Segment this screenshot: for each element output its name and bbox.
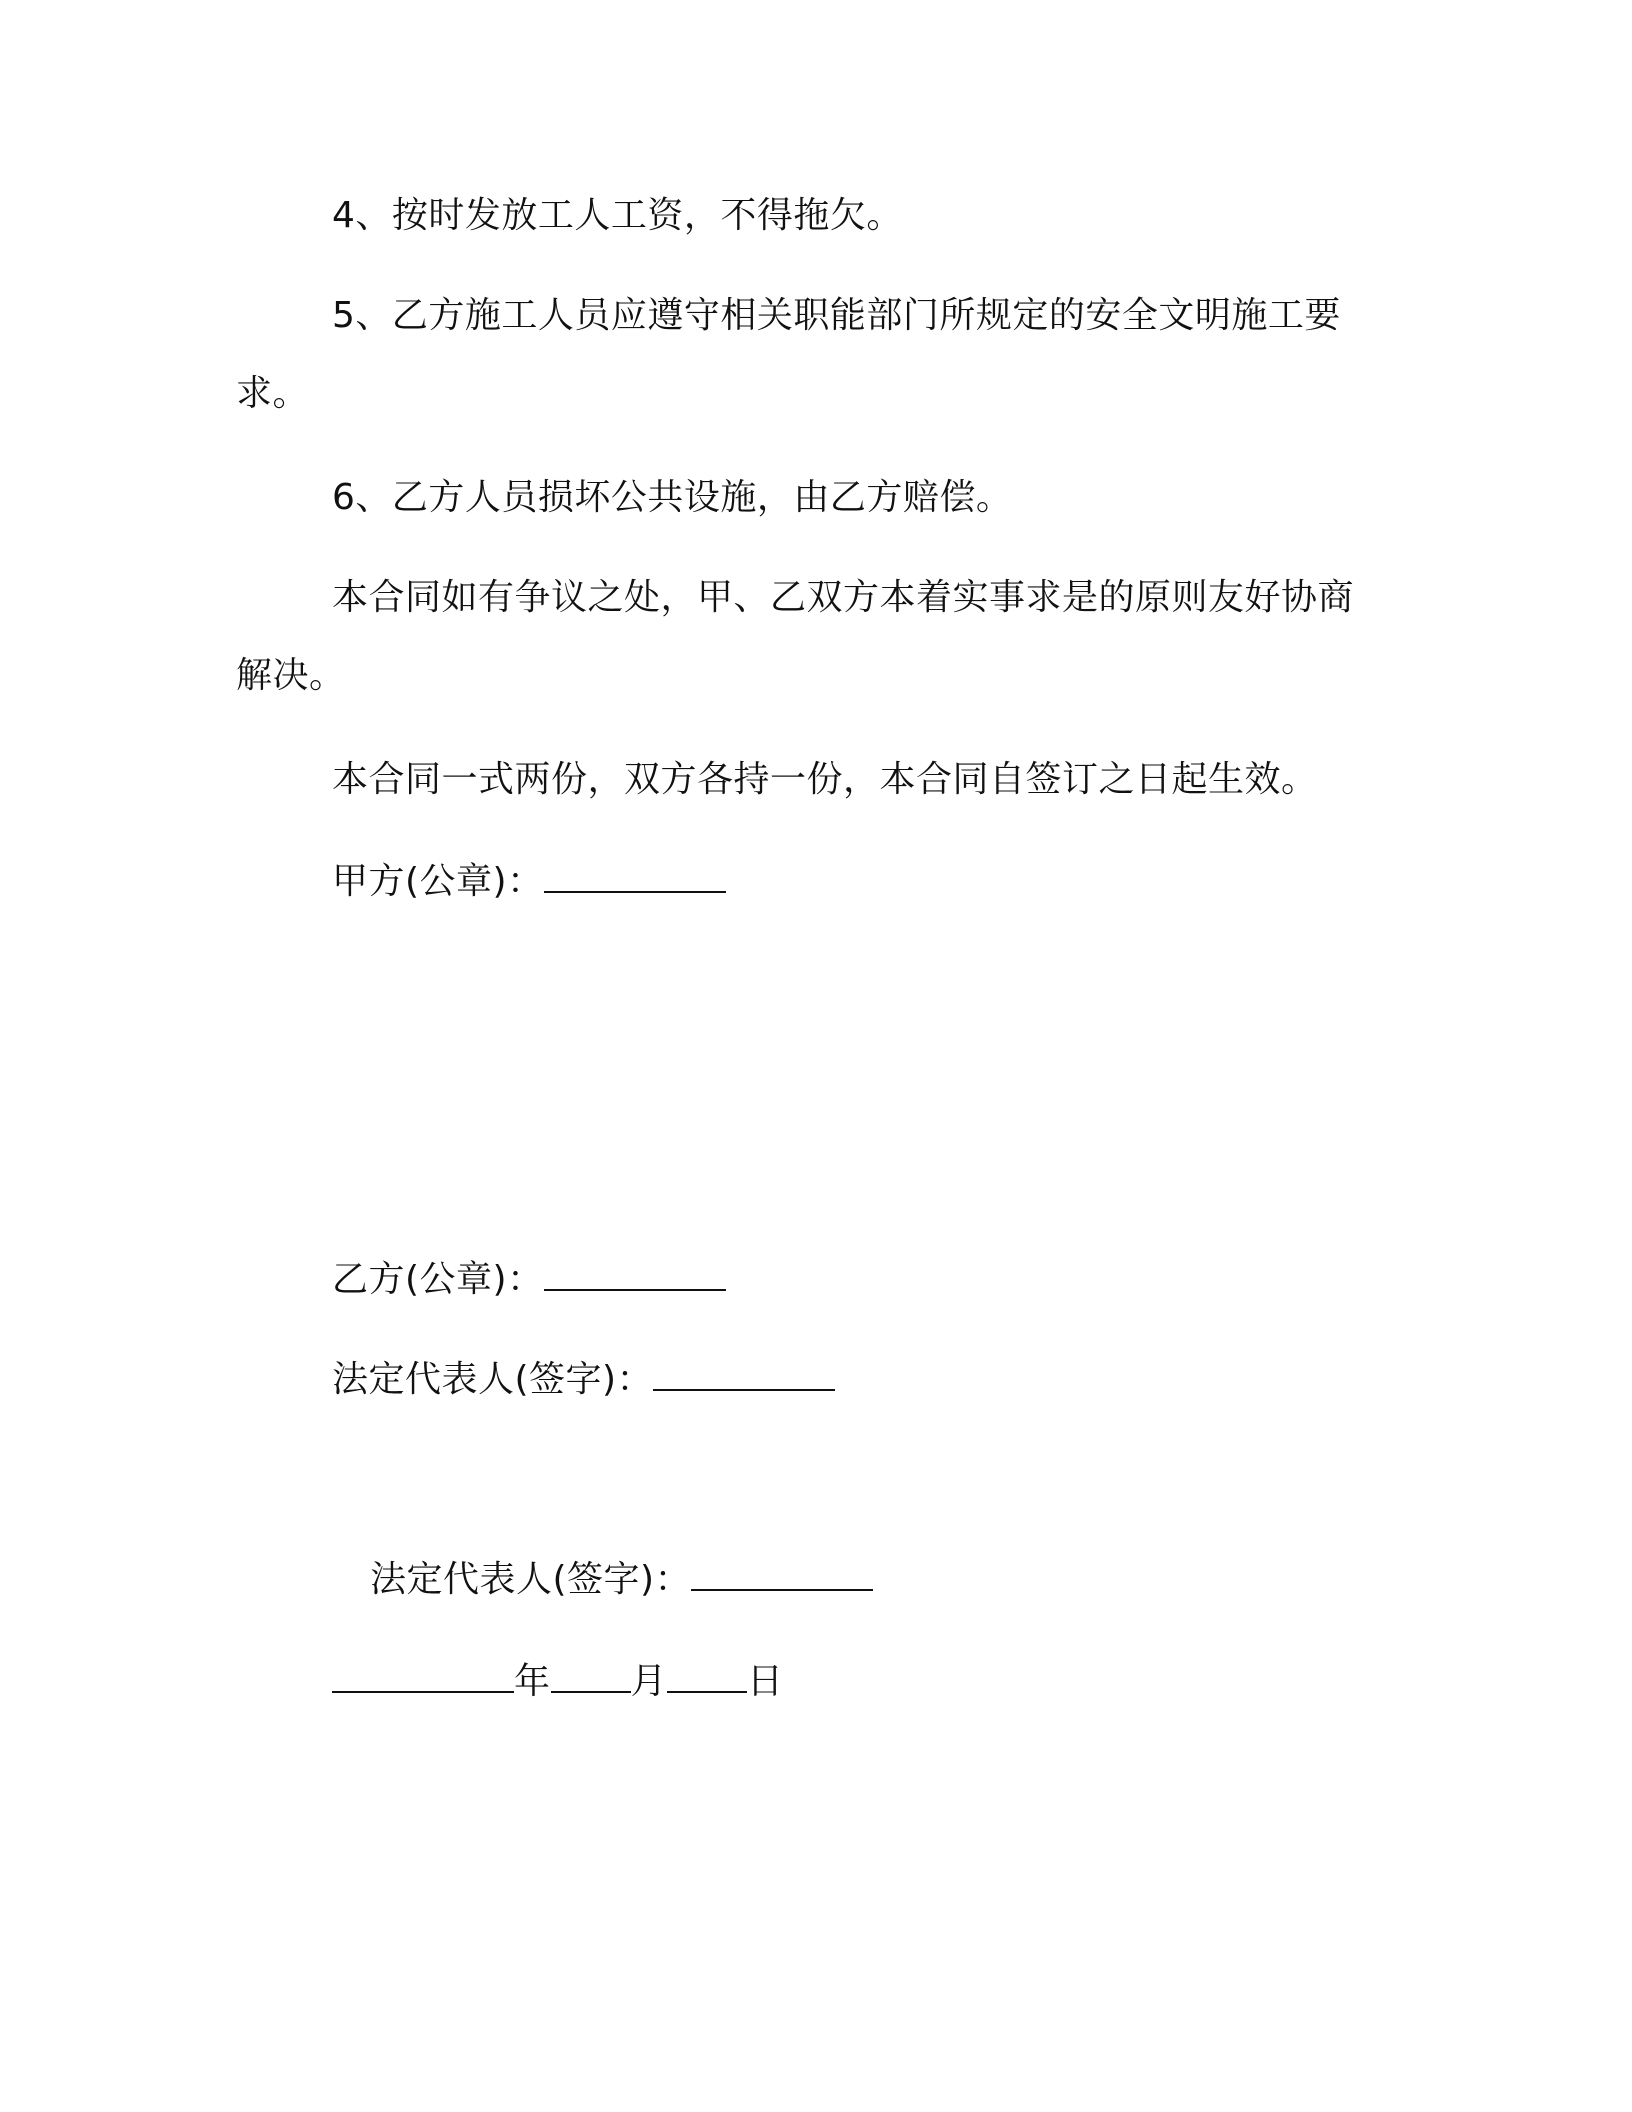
day-label: 日 (747, 1661, 784, 1702)
party-b-seal-blank (544, 1259, 726, 1291)
legal-rep-sign-row-2 (370, 1558, 873, 1602)
day-blank (667, 1661, 747, 1693)
legal-rep-sign-blank-1 (653, 1359, 835, 1391)
clause-5-line-1: 5、乙方施工人员应遵守相关职能部门所规定的安全文明施工要 (332, 295, 1341, 336)
legal-rep-sign-label-1: 法定代表人(签字)： (332, 1359, 654, 1400)
party-a-seal-blank (544, 861, 726, 893)
year-label: 年 (514, 1661, 551, 1702)
legal-rep-sign-row-1 (332, 1358, 835, 1402)
party-b-seal-row (332, 1258, 726, 1302)
clause-5-line-2: 求。 (236, 373, 310, 414)
month-label: 月 (630, 1661, 668, 1702)
party-b-seal-label: 乙方(公章)： (332, 1259, 544, 1300)
dispute-clause-line-2: 解决。 (236, 655, 346, 696)
date-row (332, 1660, 784, 1704)
clause-4: 4、按时发放工人工资，不得拖欠。 (332, 195, 903, 236)
party-a-seal-row (332, 860, 726, 904)
dispute-clause-line-1: 本合同如有争议之处，甲、乙双方本着实事求是的原则友好协商 (332, 577, 1355, 618)
party-a-seal-label: 甲方(公章)： (332, 861, 544, 902)
month-blank (551, 1661, 631, 1693)
legal-rep-sign-blank-2 (691, 1559, 873, 1591)
copies-clause: 本合同一式两份，双方各持一份，本合同自签订之日起生效。 (332, 759, 1318, 800)
year-blank (332, 1661, 514, 1693)
legal-rep-sign-label-2: 法定代表人(签字)： (370, 1559, 692, 1600)
clause-6: 6、乙方人员损坏公共设施，由乙方赔偿。 (332, 477, 1013, 518)
